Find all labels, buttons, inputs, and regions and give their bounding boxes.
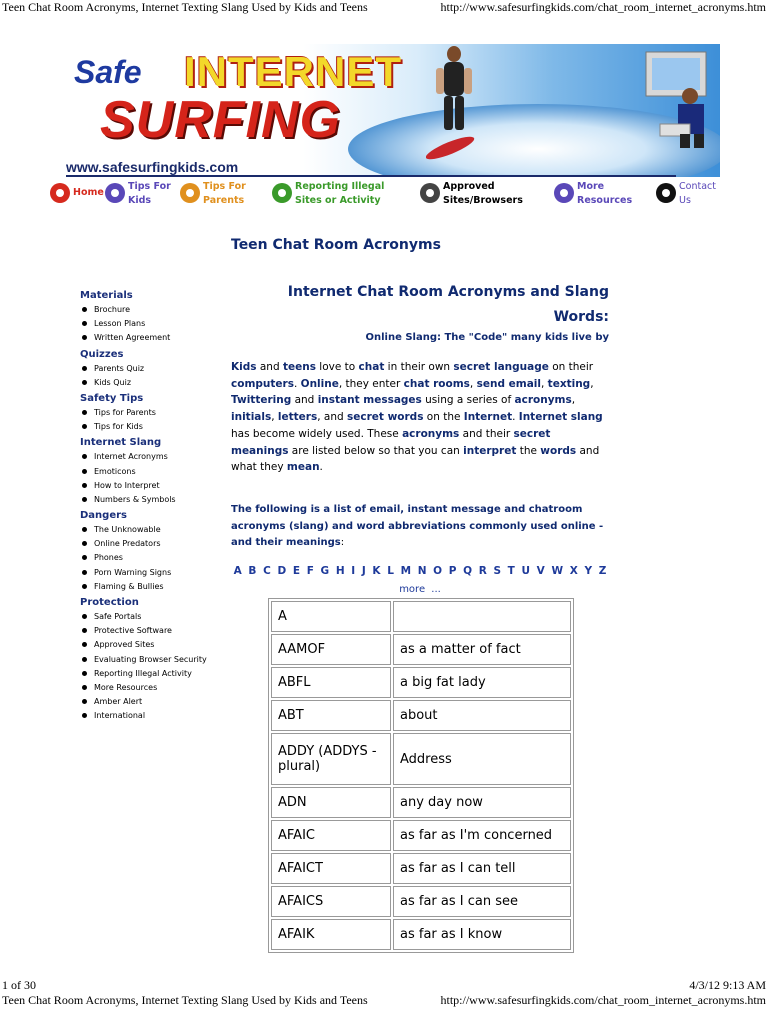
alphabet-link[interactable]: W (551, 565, 564, 578)
alphabet-link[interactable]: U (521, 565, 531, 578)
table-row (271, 919, 571, 950)
intro-text: , they enter (338, 377, 404, 390)
print-header-url: http://www.safesurfingkids.com/chat_room_internet_acronyms.htm (440, 0, 766, 14)
nav-approved[interactable] (420, 180, 530, 208)
report-icon (272, 183, 292, 203)
table-row (271, 601, 571, 632)
meaning-cell (393, 601, 571, 632)
intro-keyword: chat rooms (403, 377, 470, 390)
intro-keyword: Twittering (231, 394, 292, 407)
sidebar-link[interactable]: Tips for Kids (80, 420, 230, 434)
sidebar-heading: Protection (80, 597, 139, 608)
intro-keyword: secret meanings (231, 427, 551, 457)
intro-keyword: texting (547, 377, 591, 390)
sidebar-link[interactable]: Safe Portals (80, 610, 230, 624)
intro-keyword: acronyms (514, 394, 572, 407)
main-subheading: Online Slang: The "Code" many kids live by (365, 332, 609, 343)
alphabet-link[interactable]: B (248, 565, 257, 578)
alphabet-link[interactable]: O (433, 565, 443, 578)
approved-icon (420, 183, 440, 203)
sidebar-link[interactable]: Emoticons (80, 465, 230, 479)
intro-keyword: computers (231, 377, 294, 390)
acronym-cell: AFAICS (271, 886, 391, 917)
sidebar-link[interactable]: Kids Quiz (80, 376, 230, 390)
alphabet-link[interactable]: Y (584, 565, 593, 578)
nav-contact-label: Contact Us (679, 181, 716, 206)
intro-text: are listed below so that you can (288, 444, 464, 457)
alphabet-link[interactable]: G (320, 565, 330, 578)
table-row (271, 733, 571, 785)
meaning-cell: as far as I can tell (393, 853, 571, 884)
intro-keyword: teens (282, 361, 316, 373)
intro-text: . (293, 377, 301, 390)
surfer-image (426, 44, 480, 164)
alphabet-link[interactable]: A (233, 565, 242, 578)
intro-text: the (516, 444, 541, 457)
nav-resources[interactable] (554, 180, 634, 208)
intro-keyword: mean (286, 461, 320, 474)
acronym-cell: ADN (271, 787, 391, 818)
page-count: 1 of 30 (2, 978, 36, 992)
alphabet-link[interactable]: H (335, 565, 345, 578)
intro-text: , (271, 411, 278, 424)
intro-keyword: Online (300, 377, 339, 390)
sidebar-heading: Internet Slang (80, 437, 162, 449)
intro-text: in their own (384, 361, 454, 373)
alphabet-link[interactable]: T (507, 565, 515, 578)
logo-surfing: SURFING (100, 91, 341, 149)
logo-url: www.safesurfingkids.com (66, 159, 239, 175)
sidebar-link[interactable]: Tips for Parents (80, 406, 230, 420)
intro-text: and their (459, 427, 514, 440)
home-icon (50, 183, 70, 203)
intro-keyword: Kids (231, 361, 257, 373)
alphabet-link[interactable]: E (292, 565, 301, 578)
sidebar (80, 287, 230, 724)
sidebar-link[interactable]: Flaming & Bullies (80, 580, 230, 594)
sidebar-heading: Quizzes (80, 348, 124, 360)
logo-safe: Safe (74, 54, 142, 90)
intro-keyword: Internet slang (518, 411, 603, 424)
table-row (271, 634, 571, 665)
intro-text: has become widely used. These (231, 427, 403, 440)
intro-text: and (291, 394, 318, 407)
sidebar-link[interactable]: Evaluating Browser Security (80, 653, 230, 667)
sidebar-link[interactable]: Reporting Illegal Activity (80, 667, 230, 681)
site-banner[interactable] (48, 44, 720, 177)
meaning-cell: as far as I can see (393, 886, 571, 917)
nav-home[interactable] (50, 180, 102, 203)
intro-keyword: secret language (453, 361, 549, 373)
sidebar-link[interactable]: Amber Alert (80, 695, 230, 709)
intro-text: , (469, 377, 477, 390)
intro-keyword: Internet (463, 411, 513, 424)
sidebar-link[interactable]: Lesson Plans (80, 317, 230, 331)
intro-text: using a series of (421, 394, 515, 407)
sidebar-link[interactable]: Internet Acronyms (80, 450, 230, 464)
intro-text: on the (423, 411, 464, 424)
intro-text: and (256, 361, 283, 373)
intro-keyword: words (540, 444, 577, 457)
alphabet-link[interactable]: F (306, 565, 314, 578)
alphabet-link[interactable]: L (387, 565, 394, 578)
sidebar-link[interactable]: Protective Software (80, 624, 230, 638)
logo-underline (66, 175, 676, 177)
nav-resources-label: More Resources (577, 181, 633, 206)
print-header (0, 0, 768, 16)
acronym-cell: ABT (271, 700, 391, 731)
intro-keyword: chat (358, 361, 385, 373)
meaning-cell: a big fat lady (393, 667, 571, 698)
acronym-cell: AAMOF (271, 634, 391, 665)
parents-icon (180, 183, 200, 203)
print-footer-url: http://www.safesurfingkids.com/chat_room_internet_acronyms.htm (440, 993, 766, 1007)
intro-text: on their (548, 361, 594, 373)
alphabet-link[interactable]: N (417, 565, 427, 578)
intro-keyword: send email (476, 377, 541, 390)
sidebar-link[interactable]: Brochure (80, 303, 230, 317)
alphabet-link[interactable]: Z (598, 565, 607, 578)
print-datetime: 4/3/12 9:13 AM (689, 978, 766, 992)
intro-text: , (590, 377, 594, 390)
nav-reporting-label: Reporting Illegal Sites or Activity (295, 181, 385, 206)
meaning-cell: Address (393, 733, 571, 785)
intro-keyword: instant messages (317, 394, 422, 407)
nav-contact[interactable] (656, 180, 720, 208)
contact-icon (656, 183, 676, 203)
list-intro (231, 502, 609, 552)
main-content (231, 280, 609, 599)
sidebar-link[interactable]: Phones (80, 551, 230, 565)
nav-reporting[interactable] (272, 180, 412, 208)
alphabet-link[interactable]: S (493, 565, 501, 578)
sidebar-link[interactable]: Parents Quiz (80, 362, 230, 376)
intro-keyword: acronyms (402, 427, 460, 440)
sidebar-link[interactable]: International (80, 709, 230, 723)
intro-text: , and (317, 411, 348, 424)
resources-icon (554, 183, 574, 203)
alphabet-link[interactable]: Q (463, 565, 473, 578)
main-heading: Internet Chat Room Acronyms and Slang Words: (287, 284, 609, 325)
sidebar-heading: Dangers (80, 510, 127, 522)
alphabet-link[interactable]: C (263, 565, 271, 578)
acronym-cell: AFAIC (271, 820, 391, 851)
alphabet-link[interactable]: M (400, 565, 412, 578)
main-nav (50, 180, 720, 210)
nav-tips-kids[interactable] (105, 180, 175, 208)
page-title: Teen Chat Room Acronyms (231, 237, 441, 253)
list-intro-colon: : (340, 537, 345, 549)
alphabet-link[interactable]: V (536, 565, 545, 578)
nav-home-label: Home (73, 187, 104, 198)
table-row (271, 853, 571, 884)
alphabet-link[interactable]: D (277, 565, 287, 578)
sidebar-link[interactable]: Online Predators (80, 537, 230, 551)
alphabet-link[interactable]: K (372, 565, 381, 578)
alphabet-link[interactable]: I (351, 565, 356, 578)
intro-text: . (512, 411, 519, 424)
print-header-title: Teen Chat Room Acronyms, Internet Texting Slang Used by Kids and Teens (2, 0, 368, 14)
table-row (271, 820, 571, 851)
meaning-cell: as a matter of fact (393, 634, 571, 665)
more-link[interactable]: more ... (399, 584, 441, 596)
acronym-cell: AFAICT (271, 853, 391, 884)
sidebar-link[interactable]: Numbers & Symbols (80, 493, 230, 507)
alphabet-link[interactable]: P (448, 565, 457, 578)
meaning-cell: as far as I know (393, 919, 571, 950)
intro-keyword: secret words (347, 411, 424, 424)
list-intro-text: The following is a list of email, instant message and chatroom acronyms (slang) and word abbreviations commonly used online - and their meanings (231, 503, 604, 549)
sidebar-heading: Safety Tips (80, 392, 144, 404)
acronym-cell: ADDY (ADDYS - plural) (271, 733, 391, 785)
acronym-table (268, 598, 574, 953)
nav-tips-kids-label: Tips For Kids (128, 181, 171, 206)
intro-text: love to (315, 361, 359, 373)
meaning-cell: about (393, 700, 571, 731)
intro-text: , (571, 394, 576, 407)
intro-text: , (540, 377, 548, 390)
table-row (271, 667, 571, 698)
intro-keyword: initials (231, 411, 272, 424)
intro-paragraph (231, 359, 609, 476)
meaning-cell: any day now (393, 787, 571, 818)
sidebar-link[interactable]: Porn Warning Signs (80, 566, 230, 580)
sidebar-heading: Materials (80, 290, 133, 301)
nav-approved-label: Approved Sites/Browsers (443, 181, 523, 206)
kids-icon (105, 183, 125, 203)
nav-tips-parents[interactable] (180, 180, 260, 208)
meaning-cell: as far as I'm concerned (393, 820, 571, 851)
print-footer-title: Teen Chat Room Acronyms, Internet Texting Slang Used by Kids and Teens (2, 993, 368, 1007)
table-row (271, 700, 571, 731)
acronym-cell: AFAIK (271, 919, 391, 950)
sidebar-link[interactable]: Approved Sites (80, 638, 230, 652)
computer-kid-image (640, 50, 720, 150)
alphabet-link[interactable]: X (569, 565, 578, 578)
sidebar-link[interactable]: Written Agreement (80, 331, 230, 345)
nav-tips-parents-label: Tips For Parents (203, 181, 246, 206)
sidebar-link[interactable]: More Resources (80, 681, 230, 695)
alphabet-index (231, 562, 609, 599)
table-row (271, 886, 571, 917)
acronym-cell: ABFL (271, 667, 391, 698)
sidebar-link[interactable]: How to Interpret (80, 479, 230, 493)
logo-internet: INTERNET (184, 48, 402, 95)
intro-keyword: letters (277, 411, 318, 424)
alphabet-link[interactable]: R (478, 565, 487, 578)
intro-text: and what they (231, 444, 600, 474)
alphabet-link[interactable]: J (361, 565, 366, 578)
intro-text: . (319, 461, 323, 474)
sidebar-link[interactable]: The Unknowable (80, 523, 230, 537)
acronym-cell: A (271, 601, 391, 632)
table-row (271, 787, 571, 818)
intro-keyword: interpret (463, 444, 517, 457)
